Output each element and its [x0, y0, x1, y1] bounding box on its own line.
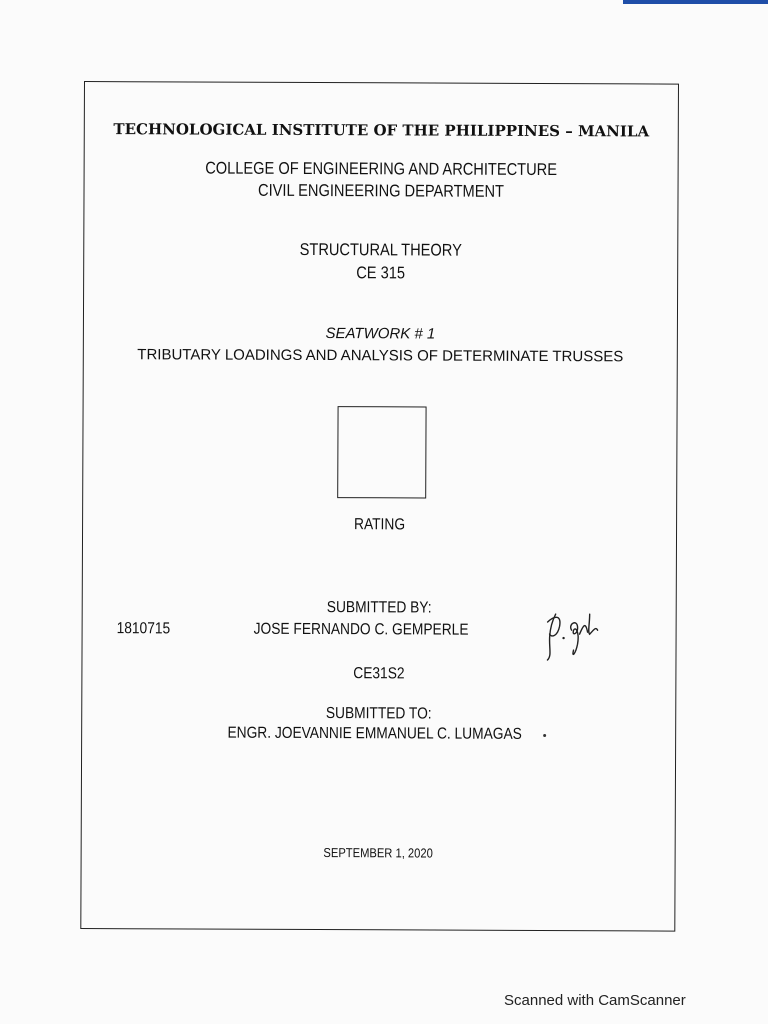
rating-label: RATING [354, 516, 406, 534]
cover-page-border [80, 81, 679, 932]
section-code: CE31S2 [353, 665, 405, 683]
seatwork-topic: TRIBUTARY LOADINGS AND ANALYSIS OF DETERMINATE TRUSSES [137, 346, 624, 366]
instructor-name: ENGR. JOEVANNIE EMMANUEL C. LUMAGAS [227, 724, 522, 743]
submitted-to-label: SUBMITTED TO: [325, 705, 432, 723]
student-name: JOSE FERNANDO C. GEMPERLE [253, 620, 469, 639]
scan-edge-mark [623, 0, 768, 4]
rating-box [337, 406, 426, 498]
course-code: CE 315 [356, 263, 406, 283]
course-title: STRUCTURAL THEORY [299, 239, 462, 260]
submission-date: SEPTEMBER 1, 2020 [323, 845, 433, 861]
seatwork-label: SEATWORK # 1 [325, 325, 436, 343]
department-name: CIVIL ENGINEERING DEPARTMENT [258, 180, 505, 201]
student-id: 1810715 [116, 620, 171, 638]
scanner-watermark: Scanned with CamScanner [504, 992, 686, 1009]
college-name: COLLEGE OF ENGINEERING AND ARCHITECTURE [205, 158, 558, 180]
institute-name: TECHNOLOGICAL INSTITUTE OF THE PHILIPPINES – MANILA [113, 120, 650, 141]
signature-icon [537, 604, 607, 664]
stray-pen-mark [543, 734, 546, 737]
submitted-by-label: SUBMITTED BY: [326, 599, 432, 617]
